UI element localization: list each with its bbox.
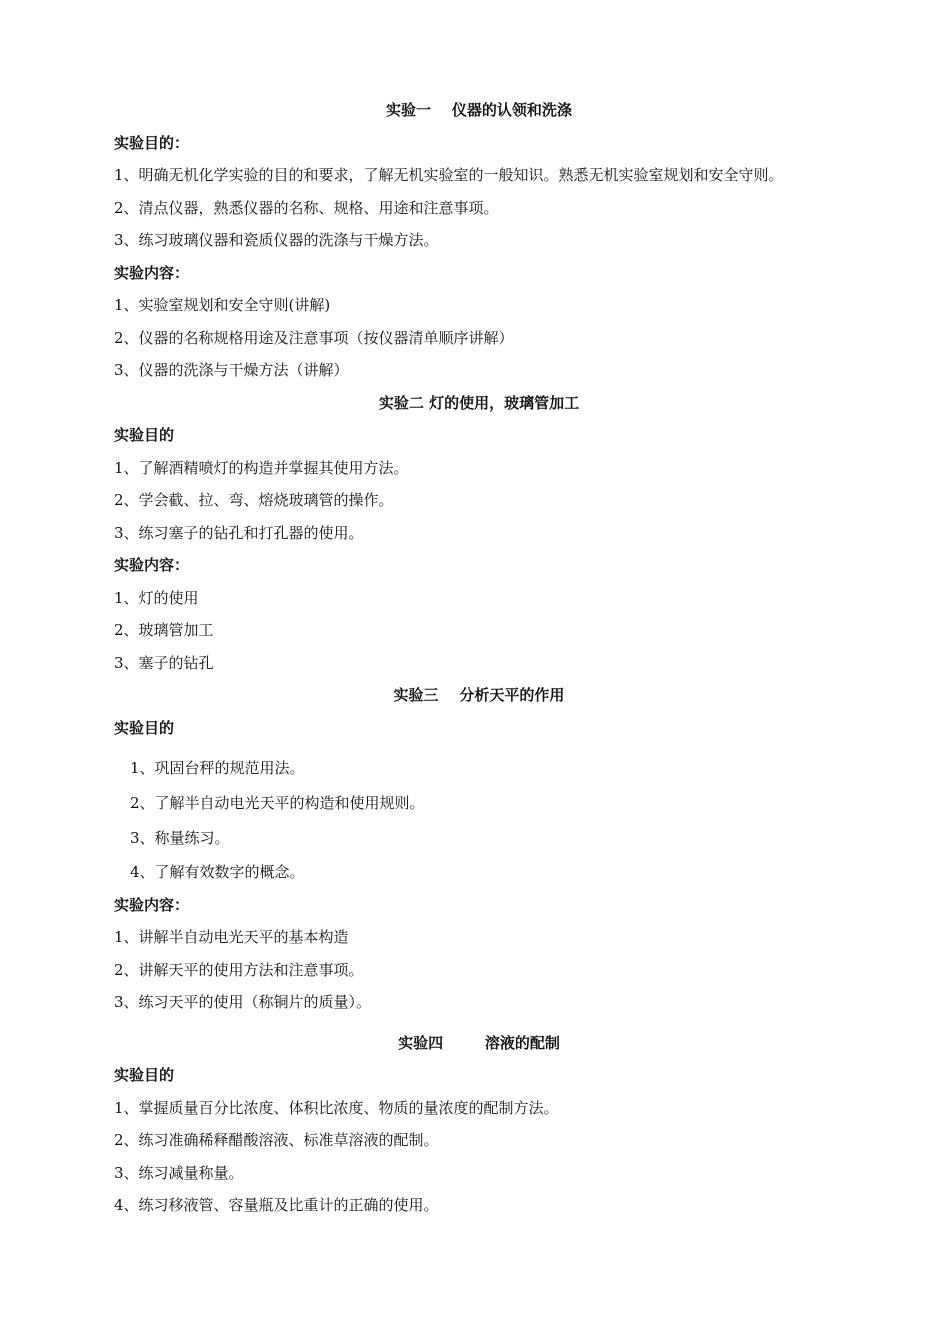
content-heading: 实验内容：: [114, 895, 190, 914]
content-heading: 实验内容：: [114, 263, 190, 282]
purpose-item: 1、明确无机化学实验的目的和要求，了解无机实验室的一般知识。熟悉无机实验室规划和安全守则。: [114, 166, 784, 184]
content-heading: 实验内容：: [114, 556, 190, 574]
purpose-item: 4、练习移液管、容量瓶及比重计的正确的使用。: [114, 1196, 439, 1214]
purpose-item: 1、了解酒精喷灯的构造并掌握其使用方法。: [114, 458, 409, 477]
purpose-item: 3、练习塞子的钻孔和打孔器的使用。: [114, 523, 364, 542]
purpose-item: 2、练习准确稀释醋酸溶液、标准草溶液的配制。: [114, 1131, 439, 1149]
purpose-heading: 实验目的：: [114, 133, 190, 152]
document-page: [114, 94, 844, 1222]
purpose-item: 2、了解半自动电光天平的构造和使用规则。: [130, 794, 425, 812]
section-title: 实验一 仪器的认领和洗涤: [386, 101, 572, 119]
content-item: 1、灯的使用: [114, 588, 199, 607]
purpose-item: 3、称量练习。: [130, 829, 230, 847]
purpose-heading: 实验目的: [114, 1066, 175, 1084]
purpose-item: 2、学会截、拉、弯、熔烧玻璃管的操作。: [114, 491, 394, 509]
purpose-item: 3、练习玻璃仪器和瓷质仪器的洗涤与干燥方法。: [114, 231, 439, 249]
section-title: 实验二 灯的使用，玻璃管加工: [378, 393, 580, 412]
purpose-heading: 实验目的: [114, 718, 175, 737]
purpose-item: 2、清点仪器，熟悉仪器的名称、规格、用途和注意事项。: [114, 198, 499, 217]
content-item: 2、玻璃管加工: [114, 621, 214, 639]
purpose-item: 3、练习减量称量。: [114, 1163, 244, 1182]
section-title: 实验四 溶液的配制: [398, 1033, 560, 1052]
content-item: 1、讲解半自动电光天平的基本构造: [114, 928, 349, 946]
content-item: 3、练习天平的使用（称铜片的质量）。: [114, 993, 372, 1011]
content-item: 1、实验室规划和安全守则(讲解): [114, 296, 331, 314]
content-item: 2、仪器的名称规格用途及注意事项（按仪器清单顺序讲解）: [114, 328, 514, 347]
content-item: 3、仪器的洗涤与干燥方法（讲解）: [114, 361, 349, 379]
purpose-item: 4、了解有效数字的概念。: [130, 863, 305, 881]
purpose-item: 1、掌握质量百分比浓度、体积比浓度、物质的量浓度的配制方法。: [114, 1098, 559, 1117]
content-item: 2、讲解天平的使用方法和注意事项。: [114, 960, 364, 979]
purpose-heading: 实验目的: [114, 426, 175, 444]
content-item: 3、塞子的钻孔: [114, 653, 214, 672]
purpose-item: 1、巩固台秤的规范用法。: [130, 759, 305, 777]
section-title: 实验三 分析天平的作用: [393, 686, 565, 704]
